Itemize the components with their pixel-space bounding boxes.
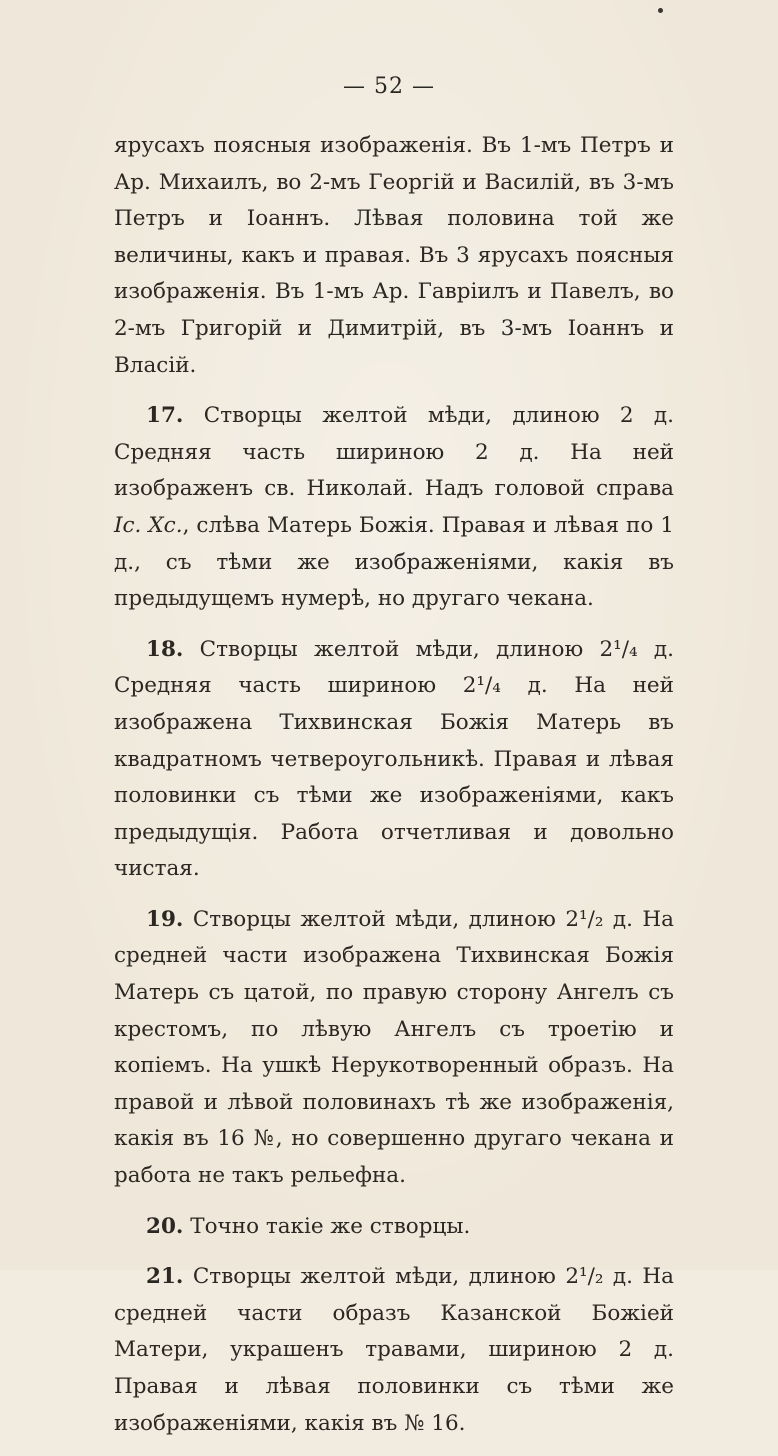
entry-21 xyxy=(114,1259,674,1442)
entry-number: 17. xyxy=(146,403,184,429)
entry-number: 21. xyxy=(146,1264,184,1290)
entry-text: Точно такіе же створцы. xyxy=(183,1213,471,1239)
page-number: — 52 — xyxy=(343,74,435,99)
entry-text: Створцы желтой мѣди, длиною 2 д. Средняя часть шириною 2 д. На ней изображенъ св. Николай. Надъ головой справа xyxy=(114,403,674,502)
entry-italic-text: Іс. Хс. xyxy=(114,512,183,538)
page-body xyxy=(114,128,674,1456)
paragraph-text: ярусахъ поясныя изображенія. Въ 1-мъ Петръ и Ар. Михаилъ, во 2-мъ Георгій и Василій, въ 3-мъ Петръ и Іоаннъ. Лѣвая половина той же величины, какъ и правая. Въ 3 ярусахъ поясныя изображенія. Въ 1-мъ Ар. Гавріилъ и Павелъ, во 2-мъ Григорій и Димитрій, въ 3-мъ Іоаннъ и Власій. xyxy=(114,133,674,378)
entry-text: Створцы желтой мѣди, длиною 2¹/₄ д. Средняя часть шириною 2¹/₄ д. На ней изображена Тихвинская Божія Матерь въ квадратномъ четвероугольникѣ. Правая и лѣвая половинки съ тѣми же изображеніями, какъ предыдущія. Работа отчетливая и довольно чистая. xyxy=(114,636,674,882)
entry-number: 18. xyxy=(146,636,184,662)
entry-text: Створцы желтой мѣди, длиною 2¹/₂ д. На средней части образъ Казанской Божіей Матери, украшенъ травами, шириною 2 д. Правая и лѣвая половинки съ тѣми же изображеніями, какія въ № 16. xyxy=(114,1264,674,1436)
entry-19 xyxy=(114,902,674,1195)
entry-text: Створцы желтой мѣди, длиною 2¹/₂ д. На средней части изображена Тихвинская Божія Матерь съ цатой, по правую сторону Ангелъ съ крестомъ, по лѣвую Ангелъ съ троетію и копіемъ. На ушкѣ Нерукотворенный образъ. На правой и лѣвой половинахъ тѣ же изображенія, какія въ 16 №, но совершенно другаго чекана и работа не такъ рельефна. xyxy=(114,906,674,1189)
entry-number: 19. xyxy=(146,906,184,932)
entry-17 xyxy=(114,398,674,618)
entry-number: 20. xyxy=(146,1213,184,1239)
entry-20 xyxy=(114,1209,674,1246)
ink-speck xyxy=(658,8,663,13)
continuation-paragraph xyxy=(114,128,674,384)
entry-text-continued: , слѣва Матерь Божія. Правая и лѣвая по 1 д., съ тѣми же изображеніями, какія въ предыдущемъ нумерѣ, но другаго чекана. xyxy=(114,512,674,612)
entry-18 xyxy=(114,632,674,888)
